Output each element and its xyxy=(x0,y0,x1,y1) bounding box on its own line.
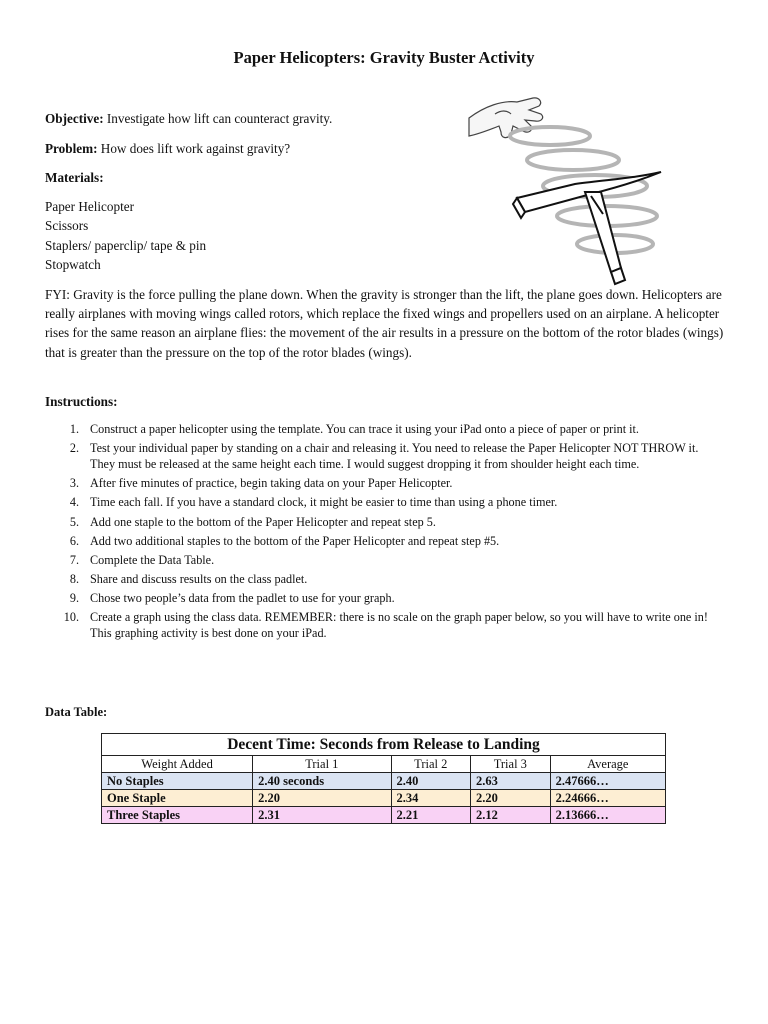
materials-list xyxy=(45,197,206,275)
fyi-paragraph: FYI: Gravity is the force pulling the plane down. When the gravity is stronger than the lift, the plane goes down. Helicopters are really airplanes with moving wings called rotors, which replace the fixed wings and propellers used on an airplane. A helicopter rises for the same reason an airplane flies: the movement of the air results in a pressure on the bottom of the rotor blades (wings) that is greater than the pressure on the top of the rotor blades (wings). xyxy=(45,287,724,360)
list-item xyxy=(45,591,725,607)
table-row xyxy=(102,807,666,824)
list-item: Staplers/ paperclip/ tape & pin xyxy=(45,237,207,253)
item-number: 1. xyxy=(69,422,79,436)
item-number: 7. xyxy=(69,552,79,567)
table-cell: 2.31 xyxy=(253,807,391,824)
table-header: Average xyxy=(550,756,665,773)
list-item xyxy=(45,441,725,473)
instructions-label: Instructions: xyxy=(45,394,118,409)
page-title: Paper Helicopters: Gravity Buster Activity xyxy=(233,48,535,67)
data-table xyxy=(101,733,666,824)
instructions-heading xyxy=(45,392,118,411)
table-cell: 2.20 xyxy=(253,790,391,807)
problem-line xyxy=(45,139,290,158)
table-cell: 2.12 xyxy=(471,807,551,824)
table-header: Weight Added xyxy=(102,756,253,773)
objective-text: Investigate how lift can counteract gravity. xyxy=(106,111,333,126)
item-number: 10. xyxy=(63,610,79,625)
item-number: 6. xyxy=(69,533,79,548)
table-header: Trial 1 xyxy=(253,756,391,773)
item-number: 3. xyxy=(69,476,79,491)
table-cell: 2.21 xyxy=(391,807,471,824)
item-text: Add one staple to the bottom of the Paper Helicopter and repeat step 5. xyxy=(90,514,436,529)
item-number: 4. xyxy=(69,495,79,510)
table-row xyxy=(102,790,666,807)
list-item xyxy=(45,495,725,511)
list-item: Paper Helicopter xyxy=(45,199,134,214)
list-item xyxy=(45,515,725,531)
list-item xyxy=(45,553,725,569)
table-cell: 2.63 xyxy=(471,773,551,790)
list-item: Scissors xyxy=(45,218,89,234)
hand-icon xyxy=(469,98,543,138)
table-cell: 2.13666… xyxy=(550,807,665,824)
item-number: 9. xyxy=(69,591,79,606)
list-item xyxy=(45,534,725,550)
table-header: Trial 2 xyxy=(391,756,471,773)
table-cell: Three Staples xyxy=(102,807,253,824)
table-cell: 2.40 xyxy=(391,773,471,790)
objective-line xyxy=(45,109,332,128)
list-item xyxy=(45,610,725,642)
item-text: Test your individual paper by standing on a chair and releasing it. You need to release the Paper Helicopter NOT THROW it. They must be released at the same height each time. I would suggest dropping it from shoulder height each time. xyxy=(90,441,699,471)
item-number: 2. xyxy=(69,441,79,456)
item-text: Create a graph using the class data. REMEMBER: there is no scale on the graph paper below, so you will have to write one in! This graphing activity is best done on your iPad. xyxy=(90,610,708,641)
instructions-list xyxy=(45,422,725,645)
table-cell: 2.47666… xyxy=(550,773,665,790)
paper-helicopter-icon xyxy=(513,172,661,284)
problem-label: Problem: xyxy=(45,141,98,156)
table-header-row xyxy=(102,756,666,773)
table-row xyxy=(102,773,666,790)
item-number: 5. xyxy=(69,514,79,529)
table-cell: One Staple xyxy=(102,790,253,807)
item-text: After five minutes of practice, begin taking data on your Paper Helicopter. xyxy=(90,476,453,491)
hand-dropping-helicopter-icon xyxy=(455,88,753,288)
table-cell: 2.20 xyxy=(471,790,551,807)
item-text: Complete the Data Table. xyxy=(90,552,215,567)
table-caption: Decent Time: Seconds from Release to Landing xyxy=(102,734,666,756)
list-item xyxy=(45,476,725,492)
table-cell: 2.34 xyxy=(391,790,471,807)
list-item xyxy=(45,422,725,438)
item-text: Share and discuss results on the class padlet. xyxy=(90,572,308,587)
list-item: Stopwatch xyxy=(45,257,101,273)
item-number: 8. xyxy=(69,572,79,587)
item-text: Construct a paper helicopter using the template. You can trace it using your iPad onto a piece of paper or print it. xyxy=(90,422,639,436)
table-cell: No Staples xyxy=(102,773,253,790)
table-header: Trial 3 xyxy=(471,756,551,773)
list-item xyxy=(45,572,725,588)
materials-label: Materials: xyxy=(45,170,104,185)
table-cell: 2.40 seconds xyxy=(253,773,391,790)
item-text: Chose two people’s data from the padlet to use for your graph. xyxy=(90,591,395,606)
table-cell: 2.24666… xyxy=(550,790,665,807)
item-text: Time each fall. If you have a standard clock, it might be easier to time than using a phone timer. xyxy=(90,495,558,510)
objective-label: Objective: xyxy=(45,111,104,126)
materials-heading xyxy=(45,168,104,187)
problem-text: How does lift work against gravity? xyxy=(100,141,291,156)
item-text: Add two additional staples to the bottom of the Paper Helicopter and repeat step #5. xyxy=(90,533,500,548)
data-table-label: Data Table: xyxy=(45,705,108,719)
